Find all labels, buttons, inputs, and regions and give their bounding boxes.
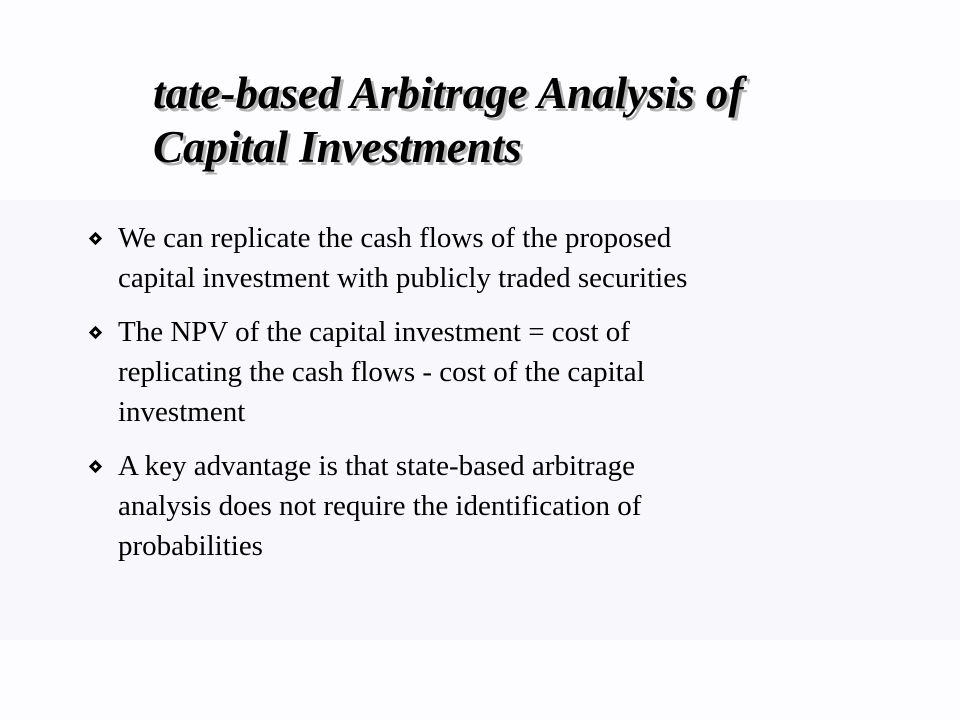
bullet-line: replicating the cash flows - cost of the capital [118,356,645,388]
bullet-item [88,446,888,566]
diamond-bullet-icon [88,325,103,340]
slide-title [153,66,933,174]
bullet-line: probabilities [118,530,263,562]
bullet-line: The NPV of the capital investment = cost of [118,316,630,348]
bullet-line: investment [118,396,246,428]
bullet-item [88,312,888,432]
bullet-line: A key advantage is that state-based arbitrage [118,450,635,482]
diamond-bullet-icon [88,459,103,474]
bullet-list [88,218,888,580]
bullet-line: capital investment with publicly traded securities [118,262,688,294]
title-line: Capital Investments [153,122,522,172]
bullet-line: We can replicate the cash flows of the proposed [118,222,672,254]
diamond-bullet-icon [88,231,103,246]
bullet-item [88,218,888,298]
title-line: tate-based Arbitrage Analysis of [153,68,744,118]
bullet-line: analysis does not require the identification of [118,490,642,522]
